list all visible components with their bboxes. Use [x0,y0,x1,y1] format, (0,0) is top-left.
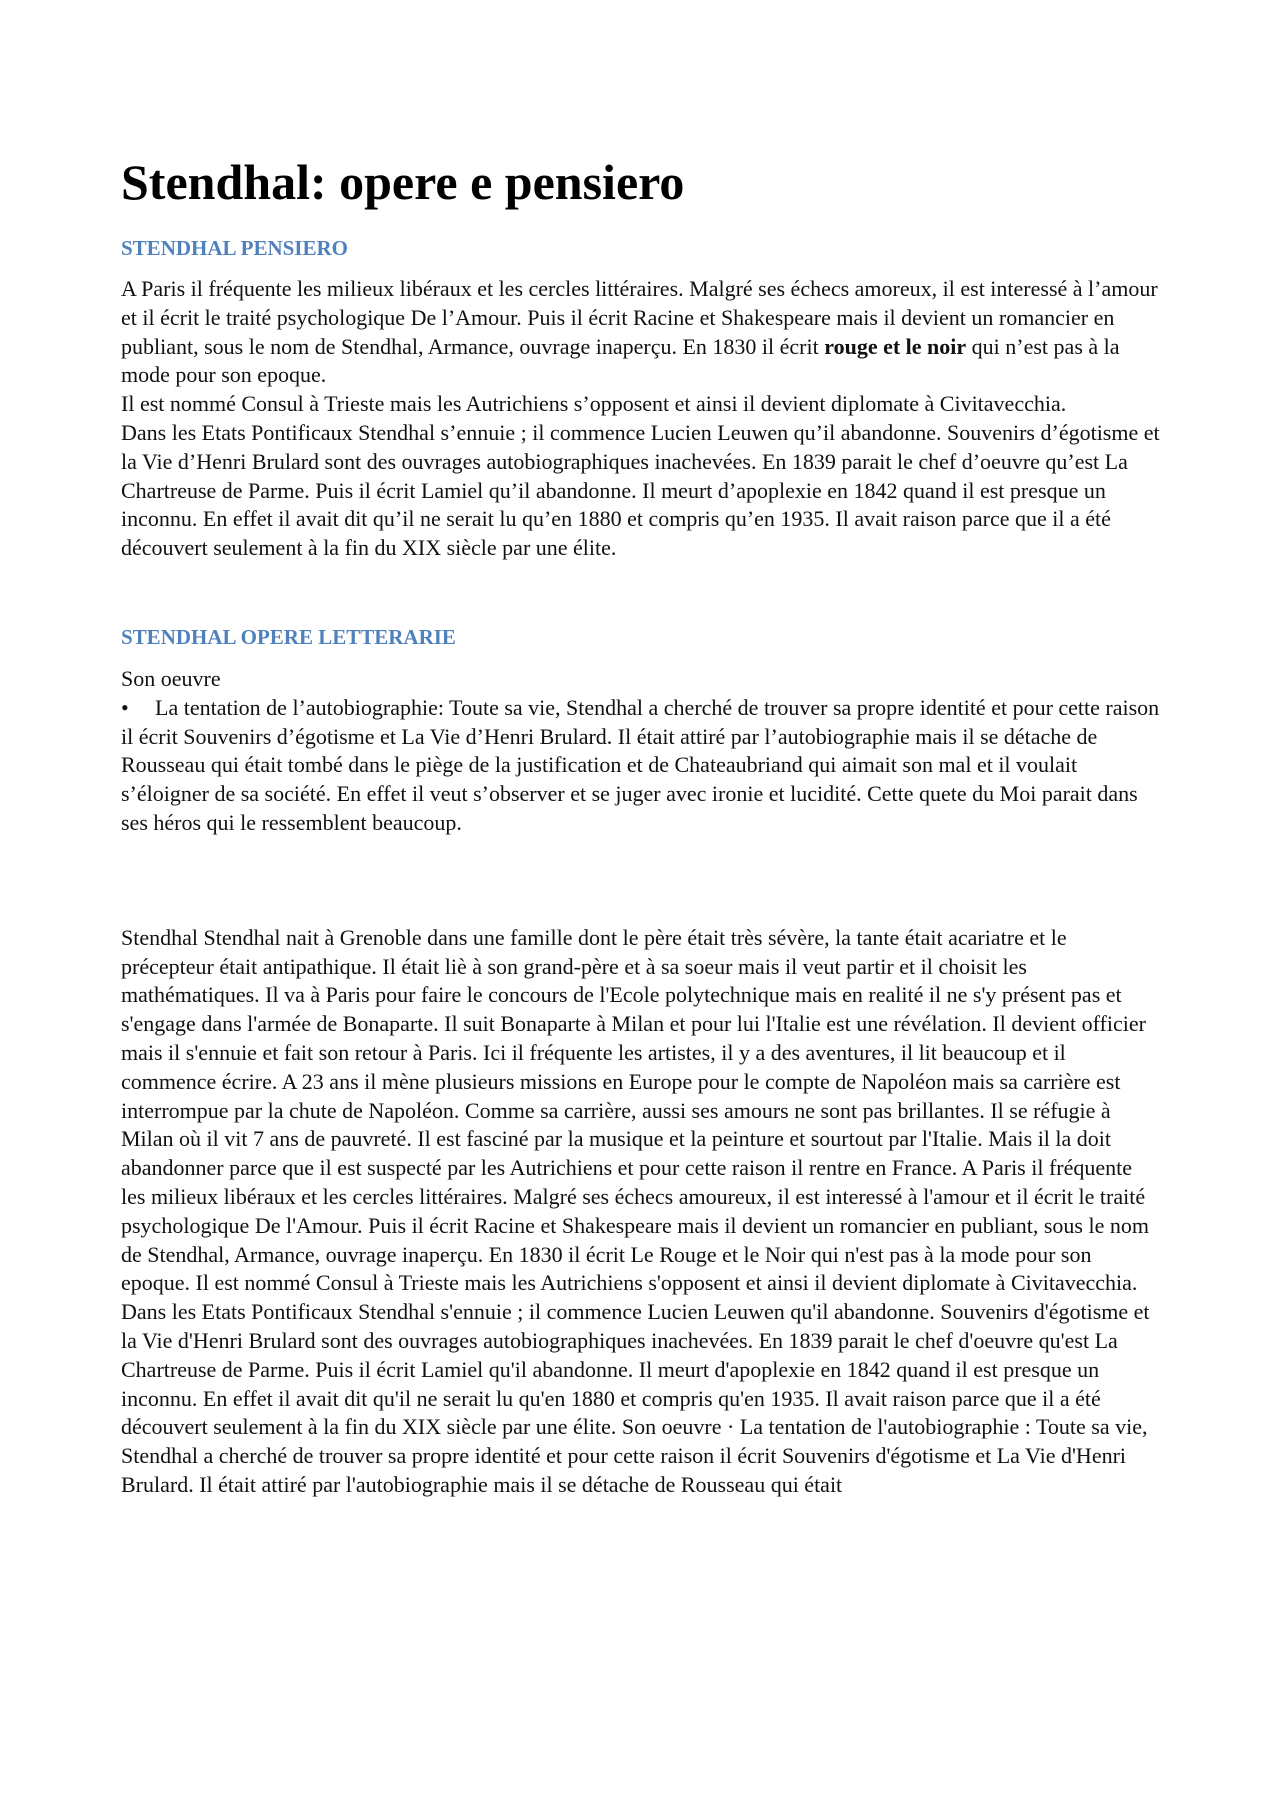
paragraph-pensiero-1-text: A Paris il fréquente les milieux libéraux et les cercles littéraires. Malgré ses échecs amoreux, il est interessé à l’amour et il écrit le traité psychologique De l’Amour. Puis il écrit Racine et Shakespeare mais il devient un romancier en publiant, sous le nom de Stendhal, Armance, ouvrage inaperçu. En 1830 il écrit [121,276,1158,359]
page-title: Stendhal: opere e pensiero [121,154,685,210]
bullet-icon: • [121,694,129,720]
paragraph-biography: Stendhal Stendhal nait à Grenoble dans une famille dont le père était très sévère, la tante était acariatre et le précepteur était antipathique. Il était liè à son grand-père et à sa soeur mais il veut partir et il choisit les mathématiques. Il va à Paris pour faire le concours de l'Ecole polytechnique mais en realité il ne s'y présent pas et s'engage dans l'armée de Bonaparte. Il suit Bonaparte à Milan et pour lui l'Italie est une révélation. Il devient officier mais il s'ennuie et fait son retour à Paris. Ici il fréquente les artistes, il y a des aventures, il lit beaucoup et il commence écrire. A 23 ans il mène plusieurs missions en Europe pour le compte de Napoléon mais sa carrière est interrompue par la chute de Napoléon. Comme sa carrière, aussi ses amours ne sont pas brillantes. Il se réfugie à Milan où il vit 7 ans de pauvreté. Il est fasciné par la musique et la peinture et sourtout par l'Italie. Mais il la doit abandonner parce que il est suspecté par les Autrichiens et pour cette raison il rentre en France. A Paris il fréquente les milieux libéraux et les cercles littéraires. Malgré ses échecs amoureux, il est interessé à l'amour et il écrit le traité psychologique De l'Amour. Puis il écrit Racine et Shakespeare mais il devient un romancier en publiant, sous le nom de Stendhal, Armance, ouvrage inaperçu. En 1830 il écrit Le Rouge et le Noir qui n'est pas à la mode pour son epoque. Il est nommé Consul à Trieste mais les Autrichiens s'opposent et ainsi il devient diplomate à Civitavecchia. Dans les Etats Pontificaux Stendhal s'ennuie ; il commence Lucien Leuwen qu'il abandonne. Souvenirs d'égotisme et la Vie d'Henri Brulard sont des ouvrages autobiographiques inachevées. En 1839 parait le chef d'oeuvre qu'est La Chartreuse de Parme. Puis il écrit Lamiel qu'il abandonne. Il meurt d'apoplexie en 1842 quand il est presque un inconnu. En effet il avait dit qu'il ne serait lu qu'en 1880 et compris qu'en 1935. Il avait raison parce que il a été découvert seulement à la fin du XIX siècle par une élite. Son oeuvre · La tentation de l'autobiographie : Toute sa vie, Stendhal a cherché de trouver sa propre identité et pour cette raison il écrit Souvenirs d'égotisme et La Vie d'Henri Brulard. Il était attiré par l'autobiographie mais il se détache de Rousseau qui était [121,924,1150,1497]
bullet-item-text: La tentation de l’autobiographie: Toute sa vie, Stendhal a cherché de trouver sa propre identité et pour cette raison il écrit Souvenirs d’égotisme et La Vie d’Henri Brulard. Il était attiré par l’autobiographie mais il se détache de Rousseau qui était tombé dans le piège de la justification et de Chateaubriand qui aimait son mal et il voulait s’éloigner de sa société. En effet il veut s’observer et se juger avec ironie et lucidité. Cette quete du Moi parait dans ses héros qui le ressemblent beaucoup. [121,694,1160,835]
bold-title-rouge-noir: rouge et le noir [824,333,967,359]
document-page [121,152,1161,1500]
paragraph-pensiero-3: Dans les Etats Pontificaux Stendhal s’ennuie ; il commence Lucien Leuwen qu’il abandonne. Souvenirs d’égotisme et la Vie d’Henri Brulard sont des ouvrages autobiographiques inachevées. En 1839 parait le chef d’oeuvre qu’est La Chartreuse de Parme. Puis il écrit Lamiel qu’il abandonne. Il meurt d’apoplexie en 1842 quand il est presque un inconnu. En effet il avait dit qu’il ne serait lu qu’en 1880 et compris qu’en 1935. Il avait raison parce que il a été découvert seulement à la fin du XIX siècle par une élite. [121,419,1160,561]
bullet-item-autobiographie [121,694,1161,838]
paragraph-pensiero-1-end: qui n’est pas à la mode pour son epoque. [121,333,1120,388]
paragraph-pensiero-2: Il est nommé Consul à Trieste mais les Autrichiens s’opposent et ainsi il devient diplomate à Civitavecchia. [121,391,1067,417]
section-heading-pensiero: STENDHAL PENSIERO [121,236,348,260]
paragraph-pensiero-1 [121,275,1161,390]
paragraph-son-oeuvre: Son oeuvre [121,665,221,691]
section-heading-opere: STENDHAL OPERE LETTERARIE [121,624,456,649]
